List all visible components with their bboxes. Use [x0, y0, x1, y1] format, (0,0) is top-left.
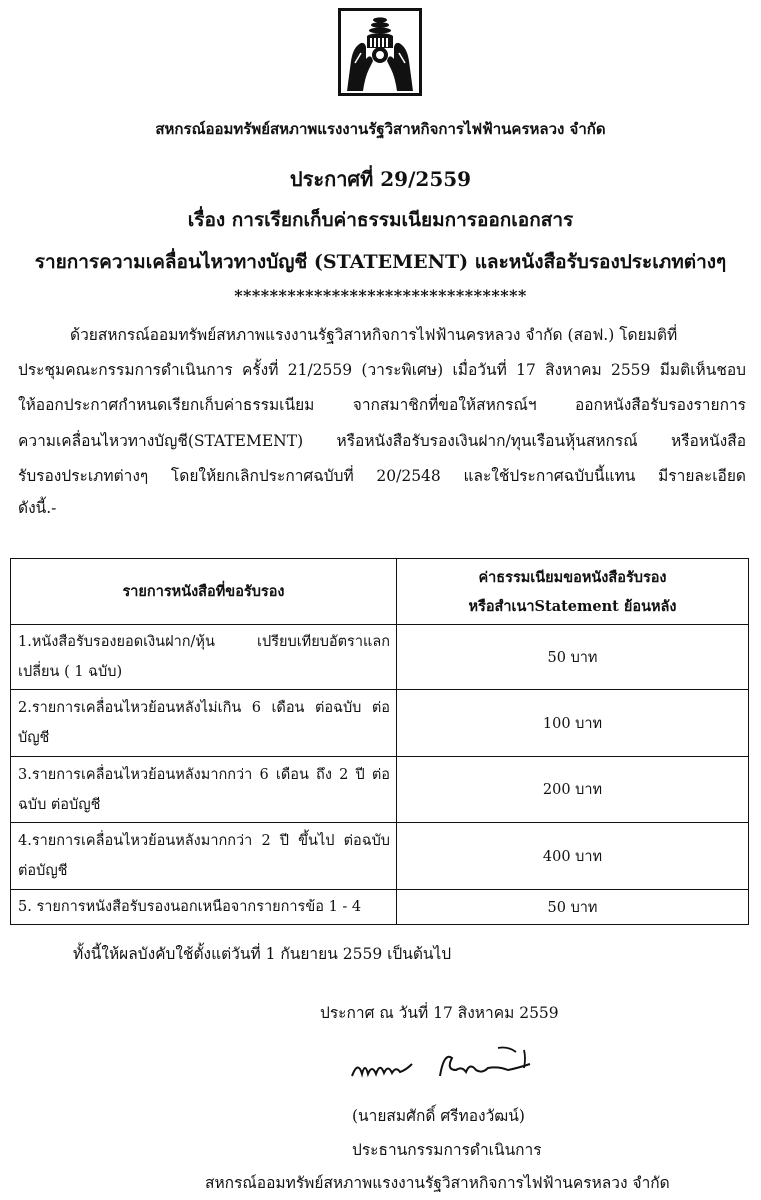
- signature-icon: [348, 1040, 548, 1090]
- fee-table: [10, 558, 749, 925]
- separator-stars: *********************************: [234, 286, 527, 305]
- table-row: [11, 625, 749, 690]
- signer-title: ประธานกรรมการดำเนินการ: [352, 1141, 542, 1159]
- row-fee: 200 บาท: [397, 757, 749, 823]
- body-line-5: รับรองประเภทต่างๆ โดยให้ยกเลิกประกาศฉบับที่ 20/2548 และใช้ประกาศฉบับนี้แทน มีรายละเอียด: [18, 467, 746, 485]
- row-fee: 100 บาท: [397, 690, 749, 757]
- table-row: [11, 757, 749, 823]
- subject-line-2: รายการความเคลื่อนไหวทางบัญชี (STATEMENT) และหนังสือรับรองประเภทต่างๆ: [34, 251, 727, 273]
- body-line-3: ให้ออกประกาศกำหนดเรียกเก็บค่าธรรมเนียม จากสมาชิกที่ขอให้สหกรณ์ฯ ออกหนังสือรับรองรายการ: [18, 396, 746, 414]
- row-item: 5. รายการหนังสือรับรองนอกเหนือจากรายการข้อ 1 - 4: [11, 890, 397, 925]
- body-line-4: ความเคลื่อนไหวทางบัญชี(STATEMENT) หรือหนังสือรับรองเงินฝาก/ทุนเรือนหุ้นสหกรณ์ หรือหนังสือ: [18, 432, 746, 450]
- body-line-1: ด้วยสหกรณ์ออมทรัพย์สหภาพแรงงานรัฐวิสาหกิจการไฟฟ้านครหลวง จำกัด (สอฟ.) โดยมติที่: [70, 326, 678, 344]
- effective-date-text: ทั้งนี้ให้ผลบังคับใช้ตั้งแต่วันที่ 1 กันยายน 2559 เป็นต้นไป: [73, 945, 452, 963]
- row-item: 1.หนังสือรับรองยอดเงินฝาก/หุ้น เปรียบเทียบอัตราแลกเปลี่ยน ( 1 ฉบับ): [11, 625, 397, 690]
- cooperative-logo-icon: [338, 8, 422, 96]
- body-line-6: ดังนี้.-: [18, 499, 57, 517]
- signer-name: (นายสมศักดิ์ ศรีทองวัฒน์): [352, 1107, 525, 1125]
- cooperative-name-heading: สหกรณ์ออมทรัพย์สหภาพแรงงานรัฐวิสาหกิจการไฟฟ้านครหลวง จำกัด: [155, 120, 606, 138]
- table-header-row: [11, 559, 749, 625]
- signer-organization: สหกรณ์ออมทรัพย์สหภาพแรงงานรัฐวิสาหกิจการไฟฟ้านครหลวง จำกัด: [205, 1174, 670, 1192]
- row-fee: 400 บาท: [397, 823, 749, 890]
- announcement-number: ประกาศที่ 29/2559: [289, 167, 472, 191]
- row-fee: 50 บาท: [397, 890, 749, 925]
- column-header-fee: [397, 559, 749, 625]
- row-item: 2.รายการเคลื่อนไหวย้อนหลังไม่เกิน 6 เดือน ต่อฉบับ ต่อบัญชี: [11, 690, 397, 757]
- row-item: 4.รายการเคลื่อนไหวย้อนหลังมากกว่า 2 ปี ขึ้นไป ต่อฉบับ ต่อบัญชี: [11, 823, 397, 890]
- row-item: 3.รายการเคลื่อนไหวย้อนหลังมากกว่า 6 เดือน ถึง 2 ปี ต่อฉบับ ต่อบัญชี: [11, 757, 397, 823]
- column-header-fee-line-1: ค่าธรรมเนียมขอหนังสือรับรอง: [478, 568, 667, 586]
- body-line-2: ประชุมคณะกรรมการดำเนินการ ครั้งที่ 21/2559 (วาระพิเศษ) เมื่อวันที่ 17 สิงหาคม 2559 มีมติเห็นชอบ: [18, 361, 746, 379]
- table-row: [11, 823, 749, 890]
- table-row: [11, 890, 749, 925]
- column-header-fee-line-2: หรือสำเนาStatement ย้อนหลัง: [468, 597, 677, 615]
- column-header-item: รายการหนังสือที่ขอรับรอง: [11, 559, 397, 625]
- subject-line-1: เรื่อง การเรียกเก็บค่าธรรมเนียมการออกเอกสาร: [187, 209, 574, 231]
- announcement-date: ประกาศ ณ วันที่ 17 สิงหาคม 2559: [320, 1004, 559, 1022]
- row-fee: 50 บาท: [397, 625, 749, 690]
- table-row: [11, 690, 749, 757]
